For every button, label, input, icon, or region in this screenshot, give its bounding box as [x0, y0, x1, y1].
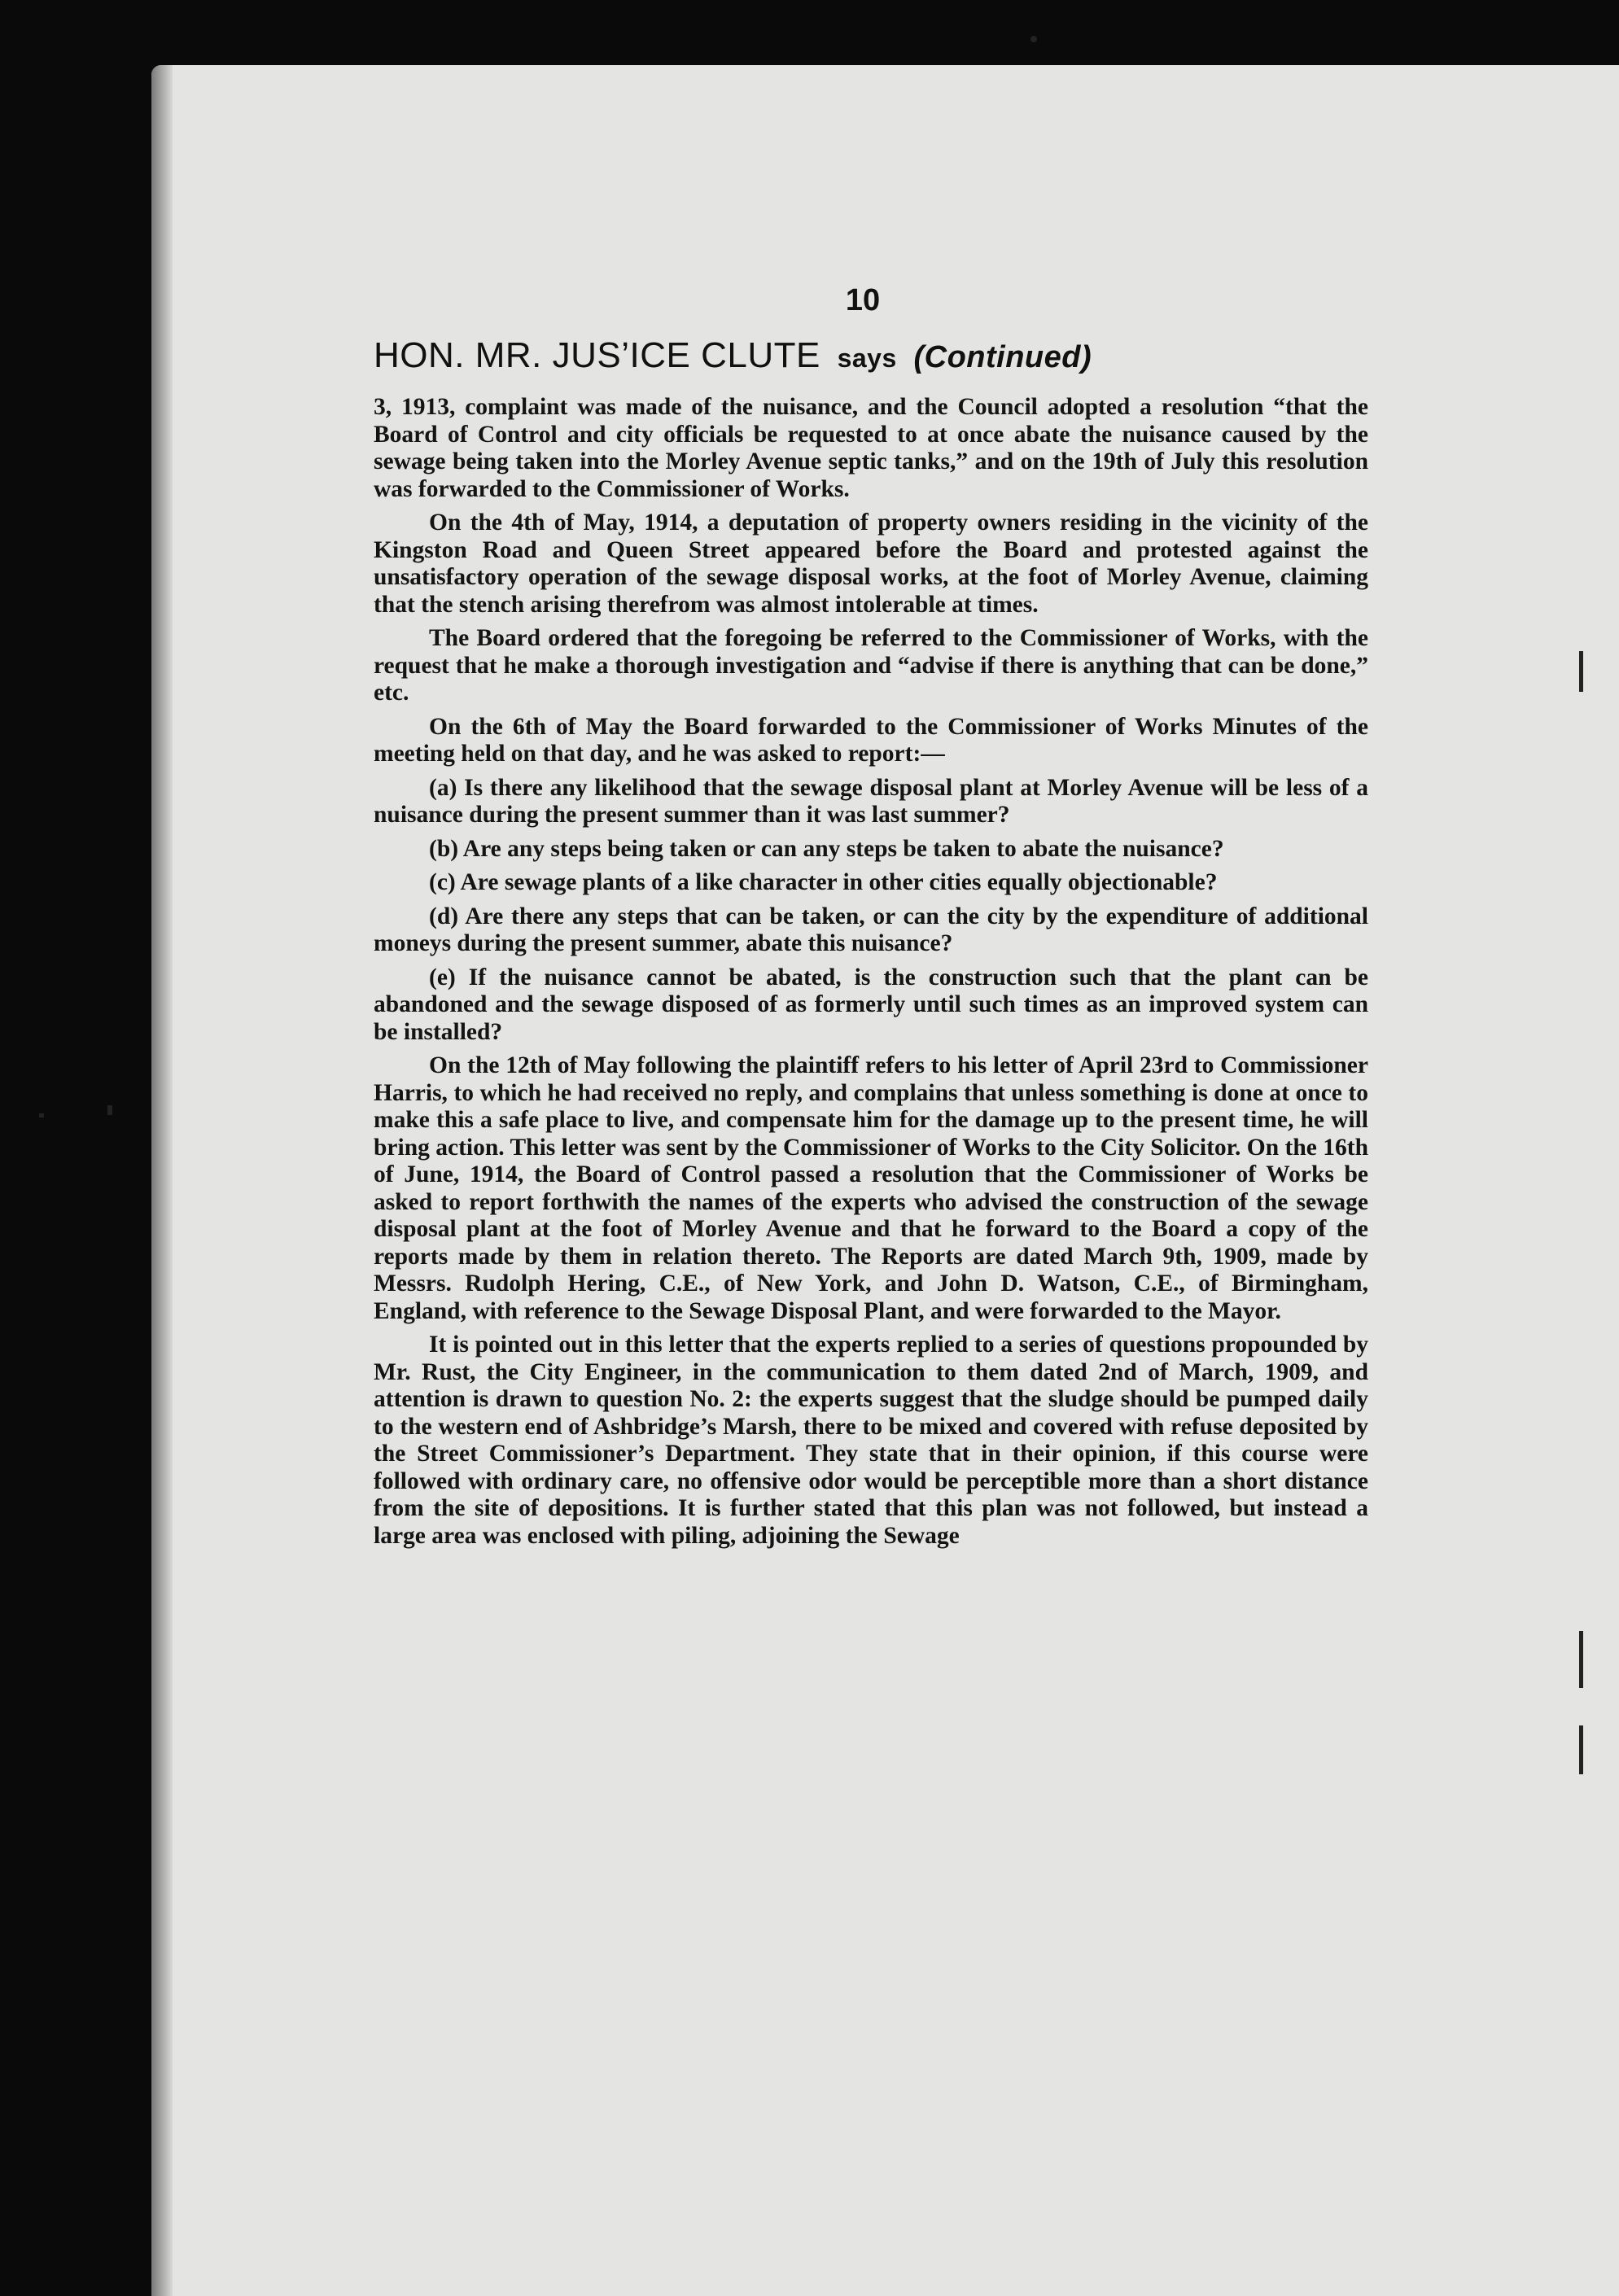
paragraph: On the 4th of May, 1914, a deputation of property owners residing in the vicinity of the Kingston Road and Queen Street appeared before the Board and protested against the unsatisfactory operation of the sewage disposal works, at the foot of Morley Avenue, claiming that the stench arising therefrom was almost intolerable at times.: [374, 509, 1368, 618]
paragraph: The Board ordered that the foregoing be referred to the Commissioner of Works, with the request that he make a thorough investigation and “advise if there is anything that can be done,” etc.: [374, 625, 1368, 706]
page-edge-shadow: [151, 65, 173, 2296]
paragraph: On the 6th of May the Board forwarded to the Commissioner of Works Minutes of the meeting held on that day, and he was asked to report:—: [374, 713, 1368, 767]
scan-speck: [1030, 36, 1037, 42]
scan-speck: [1579, 651, 1583, 692]
paragraph: It is pointed out in this letter that the experts replied to a series of questions propounded by Mr. Rust, the City Engineer, in the communication to them dated 2nd of March, 1909, and attention is drawn to question No. 2: the experts suggest that the sludge should be pumped daily to the western end of Ashbridge’s Marsh, there to be mixed and covered with refuse deposited by the Street Commissioner’s Department. They state that in their opinion, if this course were followed with ordinary care, no offensive odor would be perceptible more than a short distance from the site of depositions. It is further stated that this plan was not followed, but instead a large area was enclosed with piling, adjoining the Sewage: [374, 1332, 1368, 1549]
heading-says: says: [837, 343, 897, 373]
paragraph: On the 12th of May following the plaintiff refers to his letter of April 23rd to Commissioner Harris, to which he had received no reply, and complains that unless something is done at once to make this a safe place to live, and compensate him for the damage up to the present time, he will bring action. This letter was sent by the Commissioner of Works to the City Solicitor. On the 16th of June, 1914, the Board of Control passed a resolution that the Commissioner of Works be asked to report forthwith the names of the experts who advised the construction of the sewage disposal plant at the foot of Morley Avenue and that he forward to the Board a copy of the reports made by them in relation thereto. The Reports are dated March 9th, 1909, made by Messrs. Rudolph Hering, C.E., of New York, and John D. Watson, C.E., of Birmingham, England, with reference to the Sewage Disposal Plant, and were forwarded to the Mayor.: [374, 1052, 1368, 1324]
body-text: [374, 394, 1368, 1556]
scan-speck: [1579, 1631, 1583, 1688]
list-item: (e) If the nuisance cannot be abated, is the construction such that the plant can be abandoned and the sewage disposed of as formerly until such times as an improved system can be installed?: [374, 964, 1368, 1045]
paragraph: 3, 1913, complaint was made of the nuisance, and the Council adopted a resolution “that the Board of Control and city officials be requested to at once abate the nuisance caused by the sewage being taken into the Morley Avenue septic tanks,” and on the 19th of July this resolution was forwarded to the Commissioner of Works.: [374, 394, 1368, 502]
scan-speck: [107, 1105, 112, 1115]
heading-continued: (Continued): [913, 340, 1092, 374]
heading-name: HON. MR. JUS’ICE CLUTE: [374, 335, 820, 375]
scan-speck: [1579, 1725, 1583, 1774]
list-item: (a) Is there any likelihood that the sewage disposal plant at Morley Avenue will be less of a nuisance during the present summer than it was last summer?: [374, 774, 1368, 828]
list-item: (c) Are sewage plants of a like character in other cities equally objectionable?: [429, 869, 1218, 895]
page-number: 10: [845, 283, 881, 317]
scan-speck: [39, 1113, 44, 1117]
page-heading: [374, 335, 1092, 376]
list-item: (d) Are there any steps that can be taken, or can the city by the expenditure of additional moneys during the present summer, abate this nuisance?: [374, 903, 1368, 956]
list-item: (b) Are any steps being taken or can any steps be taken to abate the nuisance?: [429, 835, 1224, 862]
